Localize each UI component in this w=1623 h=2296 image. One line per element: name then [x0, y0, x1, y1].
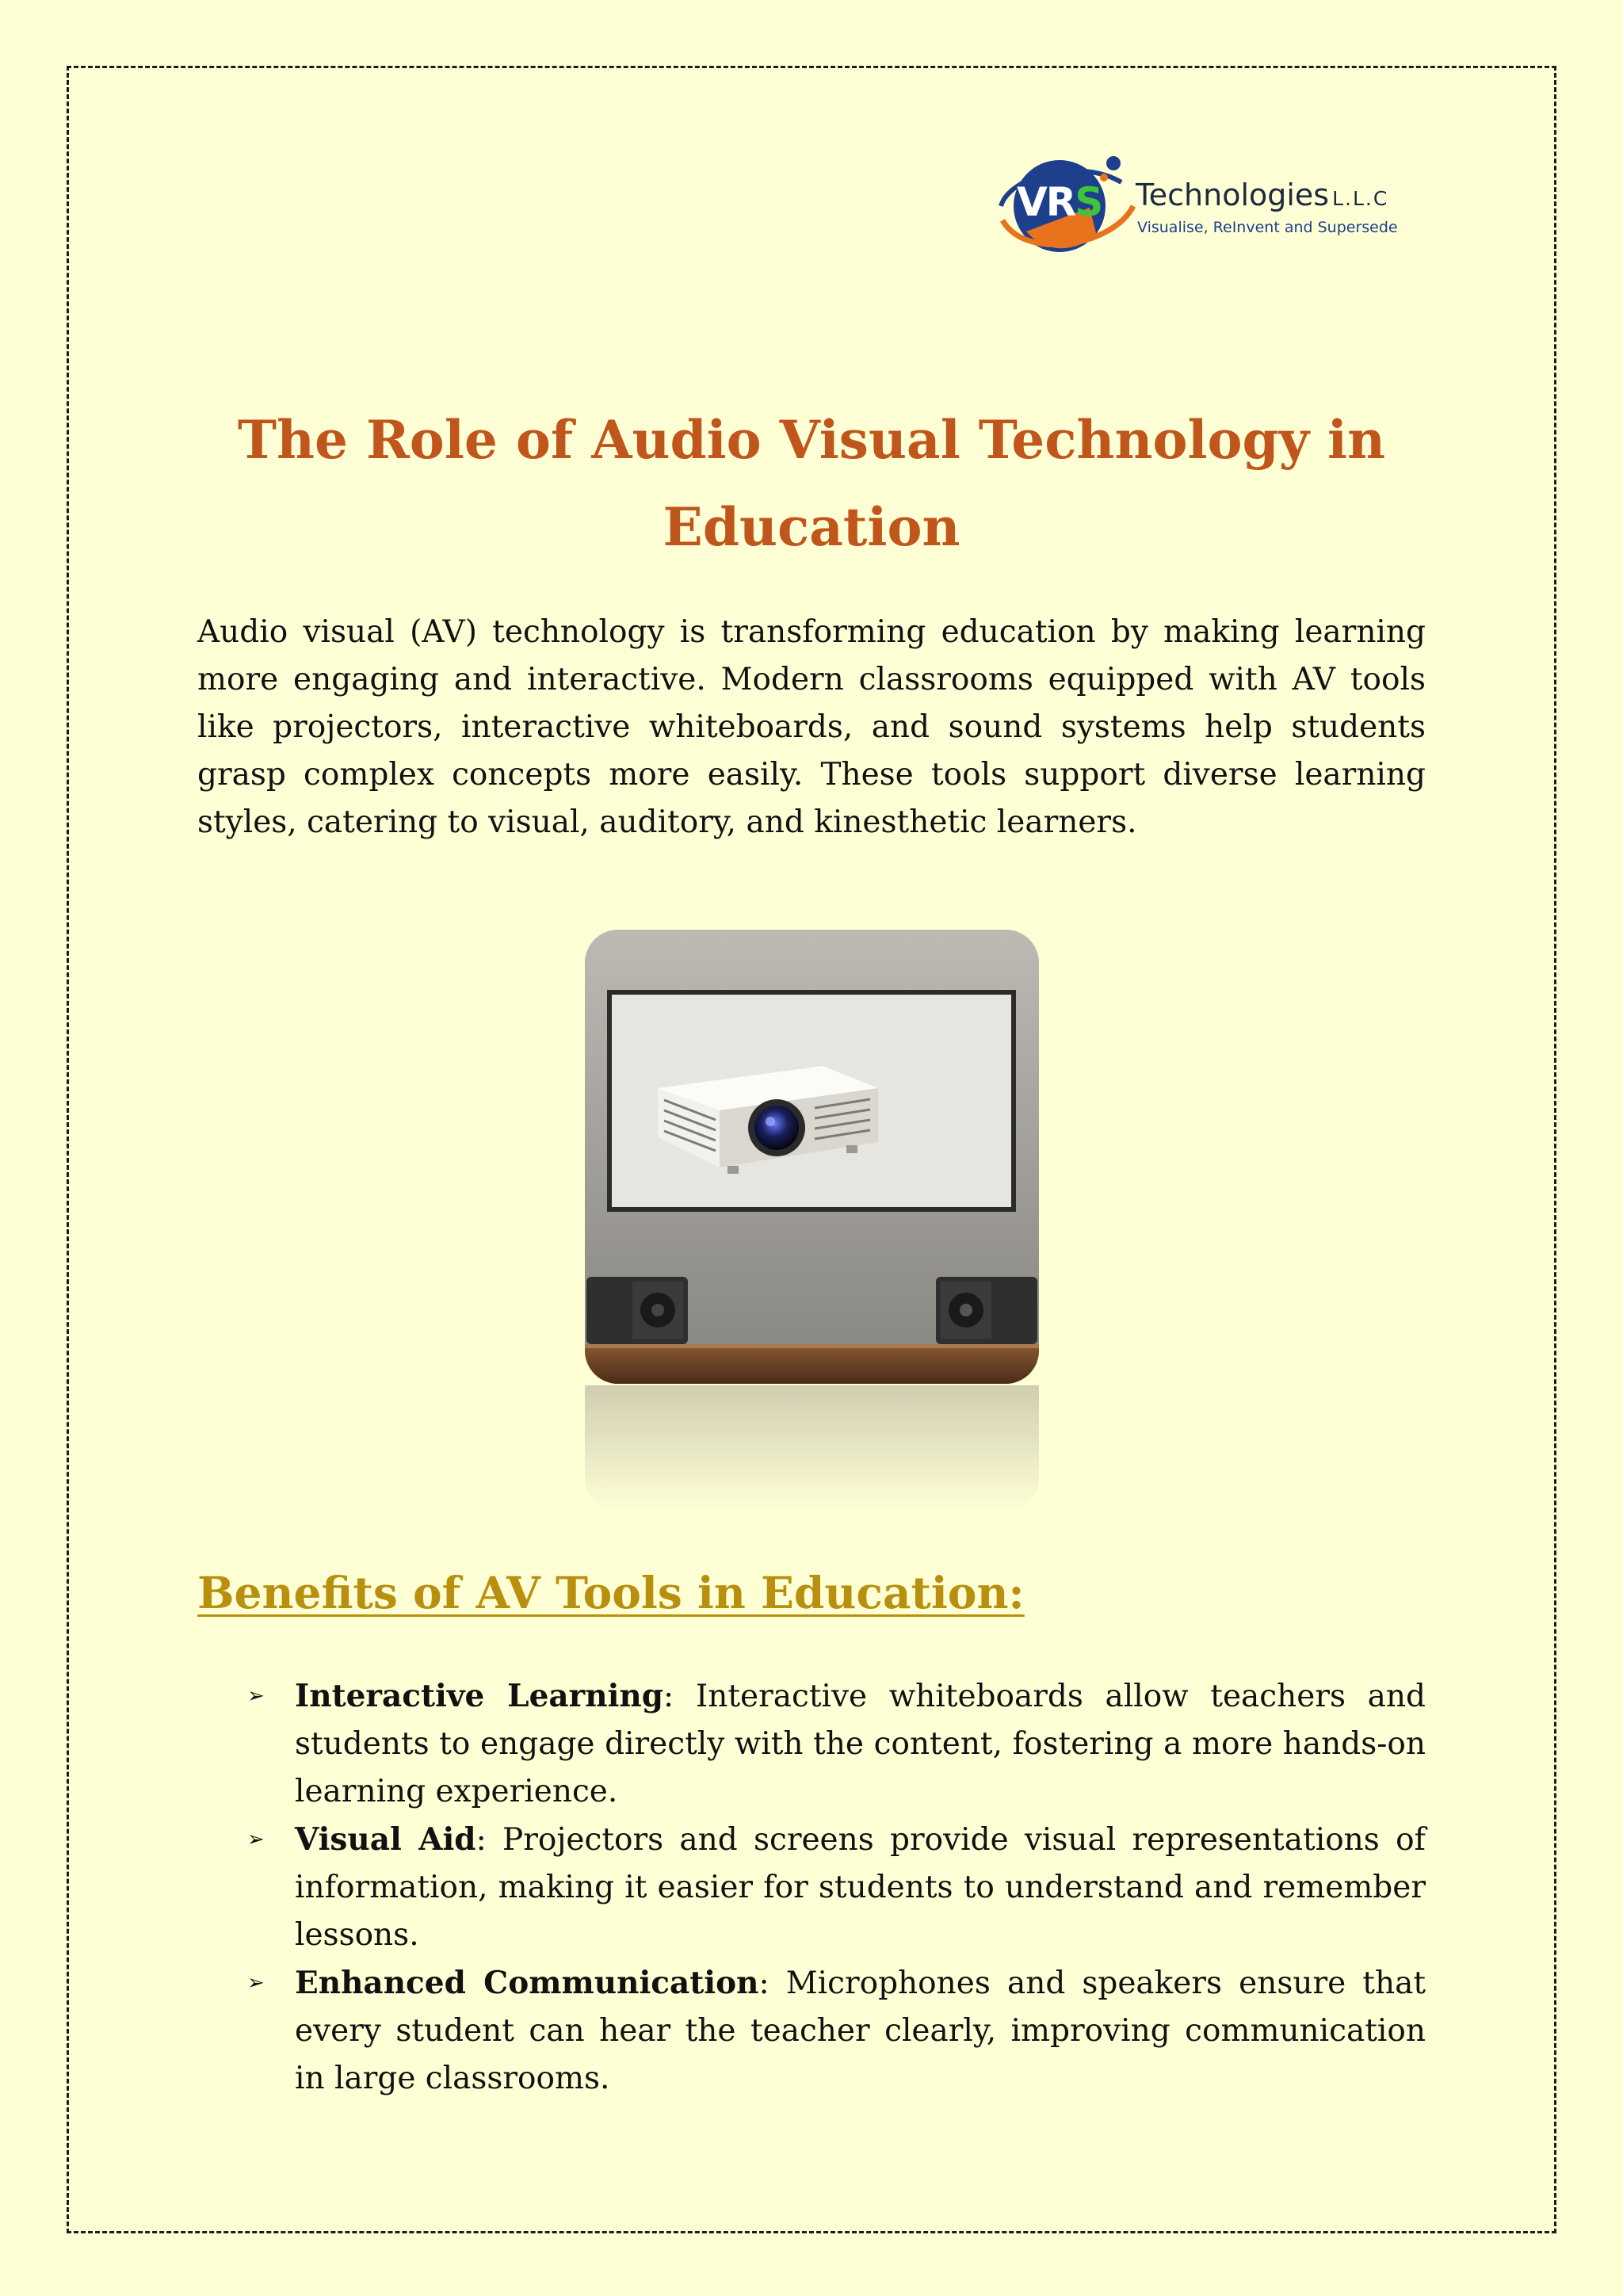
list-item	[247, 1816, 1426, 1959]
logo-letter-s: S	[1075, 179, 1102, 225]
benefit-term: Enhanced Communication	[295, 1965, 759, 2001]
logo-name-text: Technologies	[1136, 178, 1330, 212]
projector-icon	[585, 930, 1039, 1384]
logo-monogram	[1017, 179, 1102, 225]
benefit-text: : Projectors and screens provide visual representations of information, making it easier for students to understand and remember lessons.	[295, 1822, 1426, 1953]
arrow-bullet-icon: ➢	[247, 1971, 265, 1995]
intro-paragraph: Audio visual (AV) technology is transforming education by making learning more engaging and interactive. Modern classrooms equipped with AV tools like projectors, interactive whiteboards, and sound systems help students grasp complex concepts more easily. These tools support diverse learning styles, catering to visual, auditory, and kinesthetic learners.	[197, 614, 1426, 840]
projector-image	[585, 930, 1039, 1384]
company-logo	[995, 151, 1426, 277]
logo-tagline: Visualise, ReInvent and Supersede	[1137, 219, 1398, 236]
arrow-bullet-icon: ➢	[247, 1684, 265, 1708]
benefits-list	[247, 1672, 1426, 2103]
projector-image-reflection	[585, 1385, 1039, 1512]
list-item	[247, 1672, 1426, 1816]
logo-company-name	[1136, 178, 1388, 212]
benefit-term: Interactive Learning	[295, 1678, 664, 1714]
arrow-bullet-icon: ➢	[247, 1828, 265, 1851]
list-item	[247, 1959, 1426, 2103]
benefit-text: : Microphones and speakers ensure that every student can hear the teacher clearly, improving communication in large classrooms.	[295, 1966, 1426, 2096]
benefits-heading: Benefits of AV Tools in Education:	[197, 1567, 1025, 1618]
benefit-term: Visual Aid	[295, 1821, 476, 1858]
page-title: The Role of Audio Visual Technology in Education	[237, 409, 1386, 558]
logo-letter-r: R	[1045, 179, 1075, 225]
logo-letter-v: V	[1017, 179, 1046, 225]
logo-suffix: L.L.C	[1332, 187, 1389, 210]
benefit-text: : Interactive whiteboards allow teachers and students to engage directly with the content, fostering a more hands-on learning experience.	[295, 1679, 1426, 1809]
